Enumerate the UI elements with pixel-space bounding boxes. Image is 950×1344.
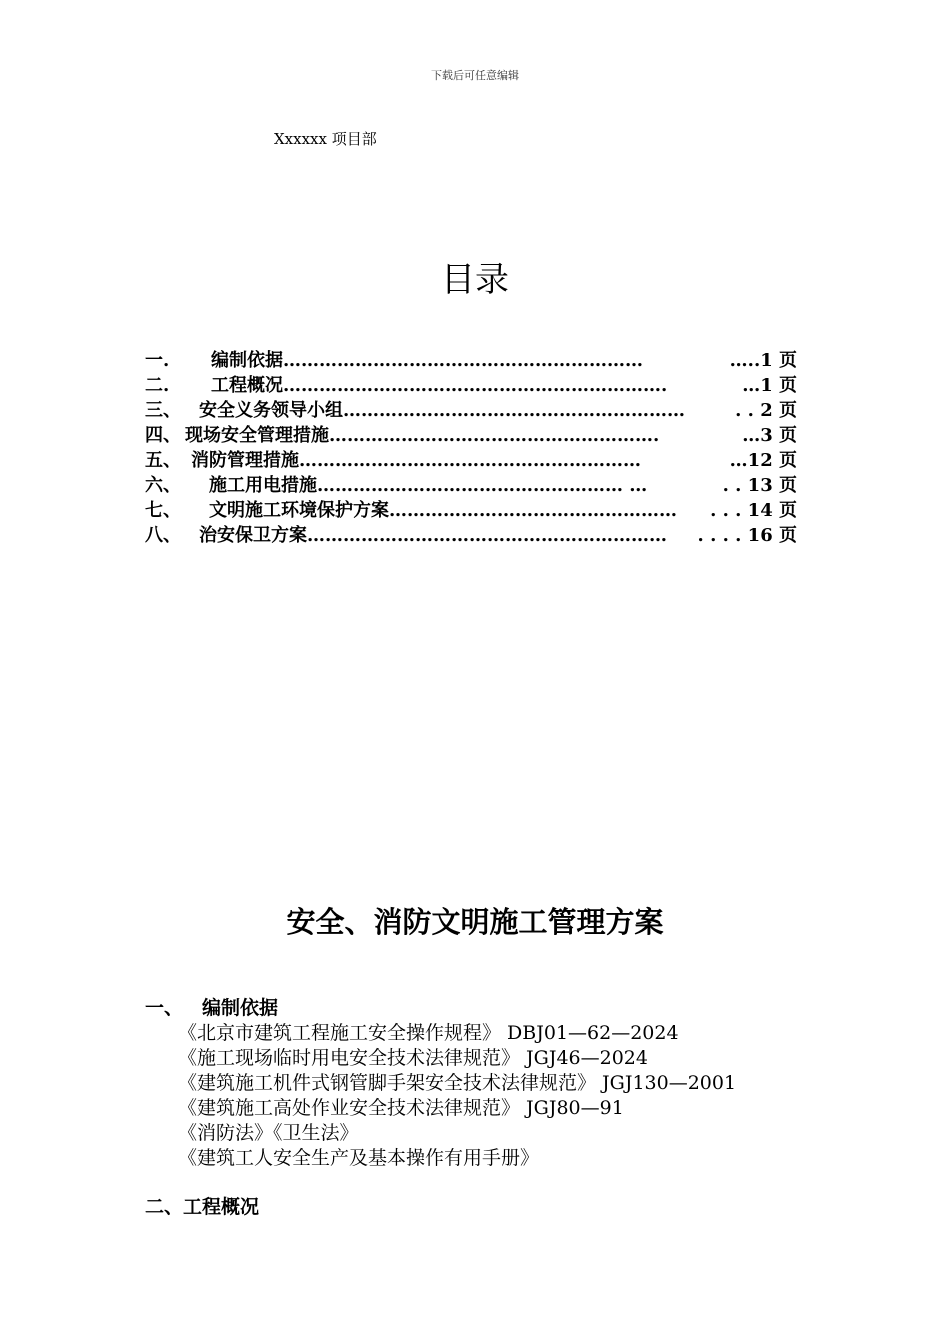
toc-entry-leader: …………………………………………… …	[317, 475, 648, 496]
basis-item: 《建筑工人安全生产及基本操作有用手册》	[178, 1147, 540, 1169]
toc-entry-label: 安全义务领导小组	[199, 400, 343, 421]
section-compilation-basis	[145, 995, 810, 1171]
section-title: 编制依据	[202, 997, 279, 1019]
project-department: Xxxxxx 项目部	[274, 130, 377, 148]
toc-entry-page: …1 页	[742, 375, 797, 396]
toc-entry	[145, 373, 797, 398]
toc-entry-label: 治安保卫方案	[199, 525, 307, 546]
toc-entry-number: 七、	[145, 500, 181, 521]
basis-item: 《建筑施工机件式钢管脚手架安全技术法律规范》 JGJ130—2001	[178, 1072, 737, 1094]
toc-entry-label: 编制依据	[211, 350, 283, 371]
toc-entry-leader: …………………………………………………	[343, 400, 685, 421]
toc-entry	[145, 423, 797, 448]
basis-item: 《施工现场临时用电安全技术法律规范》 JGJ46—2024	[178, 1047, 648, 1069]
toc-entry-page: …..1 页	[729, 350, 797, 371]
section-heading	[145, 995, 810, 1021]
table-of-contents	[145, 348, 797, 548]
toc-entry-label: 消防管理措施	[191, 450, 299, 471]
toc-entry	[145, 523, 797, 548]
toc-entry	[145, 348, 797, 373]
basis-list	[145, 1021, 810, 1171]
basis-item: 《北京市建筑工程施工安全操作规程》 DBJ01—62—2024	[178, 1022, 679, 1044]
toc-entry	[145, 448, 797, 473]
toc-entry-label: 施工用电措施	[209, 475, 317, 496]
basis-item: 《建筑施工高处作业安全技术法律规范》 JGJ80—91	[178, 1097, 624, 1119]
toc-entry	[145, 398, 797, 423]
toc-entry-leader: ……………………………………………….	[329, 425, 660, 446]
toc-entry-leader: ……………………………………………………	[307, 525, 667, 546]
toc-entry-number: 三、	[145, 400, 181, 421]
toc-entry-number: 四、	[145, 425, 181, 446]
toc-entry-label: 工程概况	[211, 375, 283, 396]
toc-entry-leader: …………………………………………………	[299, 450, 641, 471]
toc-entry-page: …12 页	[729, 450, 797, 471]
toc-entry-number: 八、	[145, 525, 181, 546]
toc-entry-leader: ……………………………………………………	[283, 350, 643, 371]
toc-entry	[145, 473, 797, 498]
section-number: 一、	[145, 997, 184, 1019]
toc-entry-number: 五、	[145, 450, 181, 471]
toc-entry-leader: …………………………………………	[389, 500, 677, 521]
toc-entry-number: 一.	[145, 350, 170, 371]
toc-entry-leader: ……………………………………………………….	[283, 375, 668, 396]
toc-entry-label: 现场安全管理措施	[185, 425, 329, 446]
header-note: 下载后可任意编辑	[431, 69, 519, 82]
toc-entry	[145, 498, 797, 523]
toc-entry-page: …3 页	[742, 425, 797, 446]
toc-entry-label: 文明施工环境保护方案	[209, 500, 389, 521]
toc-entry-page: . . . . 16 页	[697, 525, 797, 546]
document-title: 安全、消防文明施工管理方案	[286, 905, 664, 939]
toc-entry-page: . . 13 页	[722, 475, 797, 496]
section-project-overview-heading: 二、工程概况	[145, 1196, 260, 1218]
basis-item: 《消防法》《卫生法》	[178, 1122, 359, 1144]
toc-entry-number: 二.	[145, 375, 170, 396]
toc-title: 目录	[441, 260, 509, 300]
toc-entry-page: . . 2 页	[735, 400, 797, 421]
toc-entry-number: 六、	[145, 475, 181, 496]
toc-entry-page: . . . 14 页	[710, 500, 797, 521]
